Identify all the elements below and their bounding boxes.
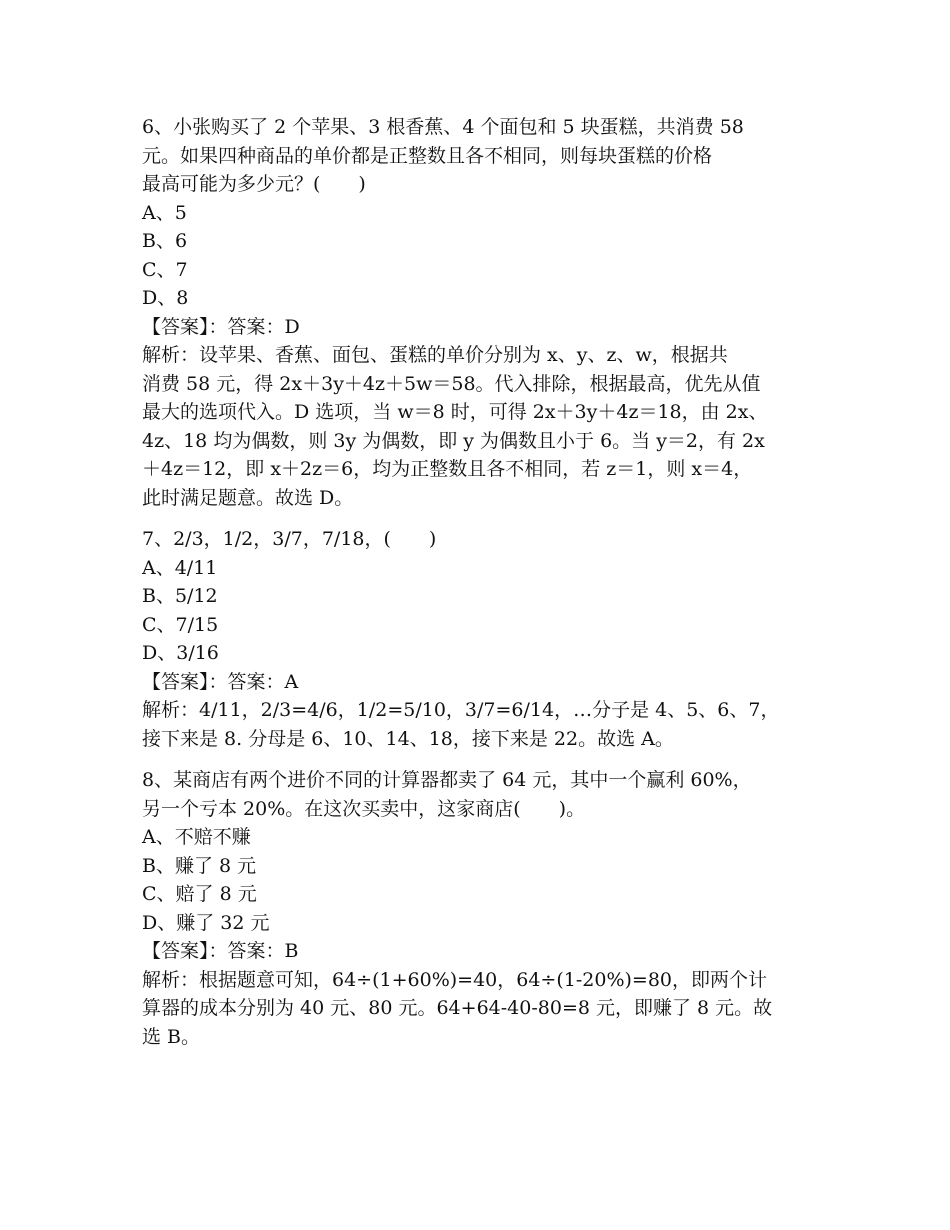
option-a: A、4/11 <box>142 556 218 579</box>
question-stem <box>142 766 822 823</box>
analysis-line: 解析：4/11，2/3=4/6，1/2=5/10，3/7=6/14，…分子是 4、5、6、7， <box>142 699 780 721</box>
stem-line: 元。如果四种商品的单价都是正整数且各不相同，则每块蛋糕的价格 <box>142 144 713 167</box>
analysis <box>142 696 822 753</box>
answer-line: 【答案】：答案：B <box>142 940 299 962</box>
analysis-line: 4z、18 均为偶数，则 3y 为偶数，即 y 为偶数且小于 6。当 y＝2，有 2x <box>142 429 765 452</box>
question-spacer <box>142 512 822 525</box>
question-stem <box>142 525 822 554</box>
analysis <box>142 966 822 1052</box>
option-d: D、赚了 32 元 <box>142 911 270 934</box>
question-stem <box>142 113 822 199</box>
answer-line: 【答案】：答案：D <box>142 315 300 338</box>
option-b: B、赚了 8 元 <box>142 854 257 877</box>
stem-line: 最高可能为多少元？( ) <box>142 173 366 195</box>
option-b: B、6 <box>142 230 188 252</box>
analysis-line: 解析：根据题意可知，64÷(1+60%)=40，64÷(1-20%)=80，即两个计 <box>142 968 768 991</box>
option-a: A、5 <box>142 201 187 224</box>
option-c: C、7 <box>142 258 188 281</box>
question-8 <box>142 766 822 1051</box>
question-6 <box>142 113 822 512</box>
analysis-line: 此时满足题意。故选 D。 <box>142 486 354 509</box>
answer-line: 【答案】：答案：A <box>142 670 299 693</box>
analysis-line: 接下来是 8. 分母是 6、10、14、18，接下来是 22。故选 A。 <box>142 727 674 750</box>
stem-line: 7、2/3，1/2，3/7，7/18，( ) <box>142 528 437 550</box>
option-b: B、5/12 <box>142 585 218 607</box>
question-spacer <box>142 753 822 766</box>
option-c: C、赔了 8 元 <box>142 883 257 905</box>
stem-line: 8、某商店有两个进价不同的计算器都卖了 64 元，其中一个赢利 60%， <box>142 769 752 791</box>
analysis-line: ＋4z＝12，即 x＋2z＝6，均为正整数且各不相同，若 z＝1，则 x＝4， <box>142 458 753 480</box>
stem-line: 6、小张购买了 2 个苹果、3 根香蕉、4 个面包和 5 块蛋糕，共消费 58 <box>142 116 744 138</box>
option-c: C、7/15 <box>142 613 219 636</box>
analysis-line: 解析：设苹果、香蕉、面包、蛋糕的单价分别为 x、y、z、w，根据共 <box>142 344 728 366</box>
document-page <box>142 113 822 1051</box>
option-a: A、不赔不赚 <box>142 826 251 848</box>
option-d: D、3/16 <box>142 642 219 664</box>
analysis-line: 选 B。 <box>142 1025 201 1048</box>
option-d: D、8 <box>142 287 189 309</box>
analysis-line: 最大的选项代入。D 选项，当 w＝8 时，可得 2x＋3y＋4z＝18，由 2x、 <box>142 401 768 423</box>
analysis <box>142 341 822 512</box>
analysis-line: 消费 58 元，得 2x＋3y＋4z＋5w＝58。代入排除，根据最高，优先从值 <box>142 372 761 395</box>
stem-line: 另一个亏本 20%。在这次买卖中，这家商店( )。 <box>142 797 586 820</box>
question-7 <box>142 525 822 753</box>
analysis-line: 算器的成本分别为 40 元、80 元。64+64-40-80=8 元，即赚了 8 元。故 <box>142 997 773 1019</box>
